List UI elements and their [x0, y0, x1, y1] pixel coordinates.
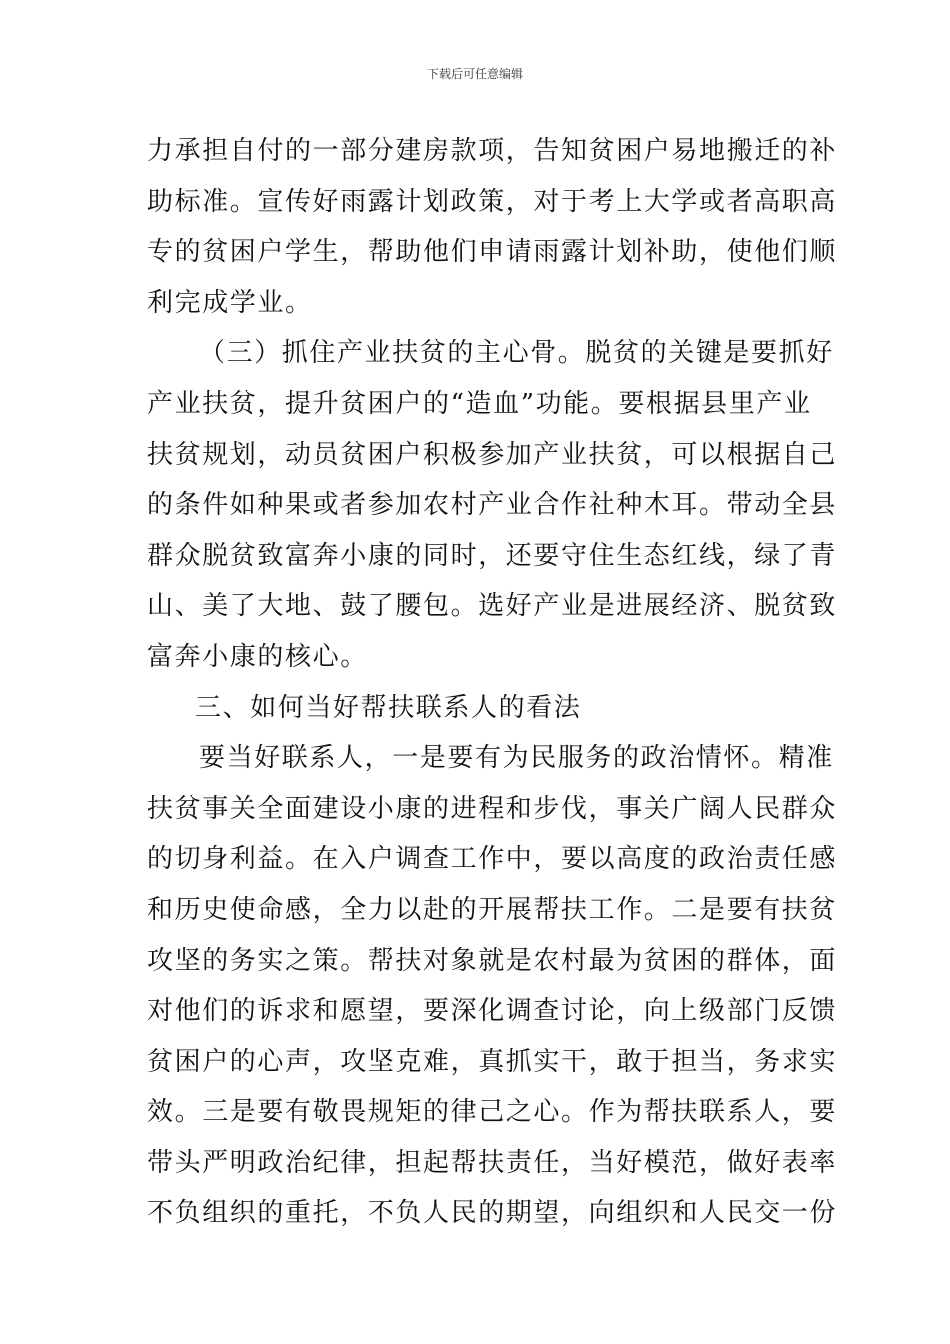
- body-text: [147, 126, 838, 1239]
- text-line: 富奔小康的核心。: [147, 641, 368, 672]
- text-line: 利完成学业。: [147, 287, 313, 318]
- text-line: 的条件如种果或者参加农村产业合作社种木耳。带动全县: [147, 490, 838, 521]
- text-line: 效。三是要有敬畏规矩的律己之心。作为帮扶联系人，要: [147, 1097, 838, 1128]
- text-line: 扶贫规划，动员贫困户积极参加产业扶贫，可以根据自己: [147, 439, 838, 470]
- text-line: 贫困户的心声，攻坚克难，真抓实干，敢于担当，务求实: [147, 1046, 838, 1077]
- text-line: 和历史使命感，全力以赴的开展帮扶工作。二是要有扶贫: [147, 894, 838, 925]
- section-heading: 三、如何当好帮扶联系人的看法: [195, 692, 582, 723]
- text-line: 群众脱贫致富奔小康的同时，还要守住生态红线，绿了青: [147, 540, 838, 571]
- text-line: 扶贫事关全面建设小康的进程和步伐，事关广阔人民群众: [147, 793, 838, 824]
- text-line: 不负组织的重托，不负人民的期望，向组织和人民交一份: [147, 1198, 838, 1229]
- text-line: 专的贫困户学生，帮助他们申请雨露计划补助，使他们顺: [147, 237, 838, 268]
- text-line: 攻坚的务实之策。帮扶对象就是农村最为贫困的群体，面: [147, 945, 838, 976]
- text-line: 带头严明政治纪律，担起帮扶责任，当好模范，做好表率: [147, 1147, 838, 1178]
- text-line: （三）抓住产业扶贫的主心骨。脱贫的关键是要抓好: [199, 338, 834, 369]
- text-line: 力承担自付的一部分建房款项，告知贫困户易地搬迁的补: [147, 136, 838, 166]
- text-line: 山、美了大地、鼓了腰包。选好产业是进展经济、脱贫致: [147, 591, 838, 622]
- text-line: 产业扶贫，提升贫困户的“造血”功能。要根据县里产业: [147, 388, 812, 419]
- page-header: 下载后可任意编辑: [426, 67, 523, 81]
- text-line: 对他们的诉求和愿望，要深化调查讨论，向上级部门反馈: [147, 996, 838, 1027]
- text-line: 要当好联系人，一是要有为民服务的政治情怀。精准: [199, 743, 834, 774]
- text-line: 的切身利益。在入户调查工作中，要以高度的政治责任感: [147, 844, 838, 875]
- text-line: 助标准。宣传好雨露计划政策，对于考上大学或者高职高: [147, 186, 838, 217]
